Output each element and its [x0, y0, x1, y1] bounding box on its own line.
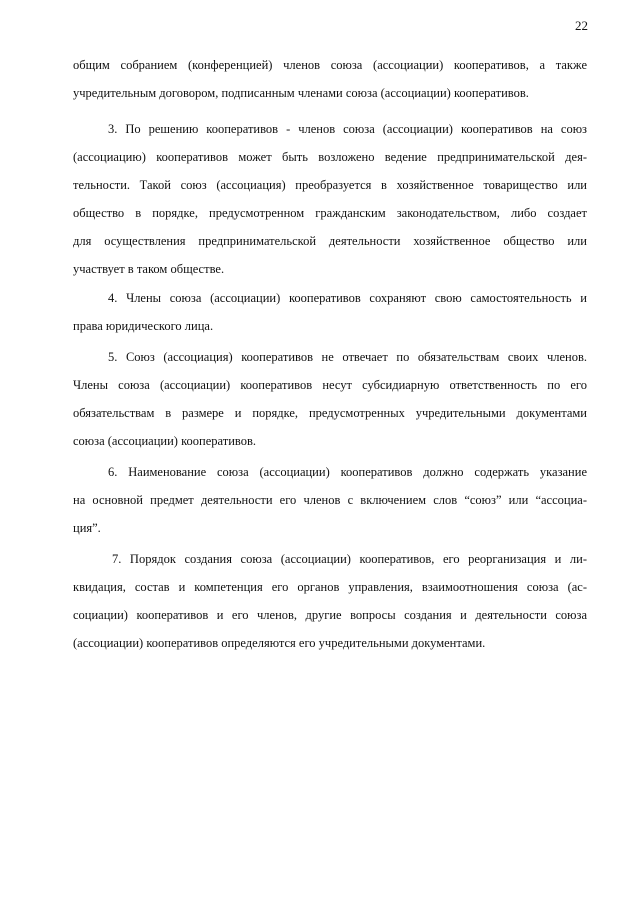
text-line: Члены союза (ассоциации) кооперативов несут субсидиарную ответственность по его	[73, 378, 587, 392]
text-line: 7. Порядок создания союза (ассоциации) кооперативов, его реорганизация и ли-	[112, 552, 587, 566]
text-line: союза (ассоциации) кооперативов.	[73, 434, 256, 448]
text-line: обязательствам в размере и порядке, предусмотренных учредительными документами	[73, 406, 587, 420]
text-line: общим собранием (конференцией) членов союза (ассоциации) кооперативов, а также	[73, 58, 587, 72]
text-line: (ассоциацию) кооперативов может быть возложено ведение предпринимательской дея-	[73, 150, 587, 164]
text-line: ция”.	[73, 521, 101, 535]
text-line: права юридического лица.	[73, 319, 214, 333]
page-number: 22	[575, 18, 588, 33]
text-line: 6. Наименование союза (ассоциации) кооперативов должно содержать указание	[108, 465, 587, 479]
text-line: 3. По решению кооперативов - членов союза (ассоциации) кооперативов на союз	[108, 122, 587, 136]
text-line: участвует в таком обществе.	[73, 262, 225, 276]
text-line: для осуществления предпринимательской деятельности хозяйственное общество или	[73, 234, 587, 248]
text-line: учредительным договором, подписанным членами союза (ассоциации) кооперативов.	[73, 86, 529, 100]
text-line: социации) кооперативов и его членов, другие вопросы создания и деятельности союза	[73, 608, 587, 622]
text-line: 4. Члены союза (ассоциации) кооперативов сохраняют свою самостоятельность и	[108, 291, 587, 305]
text-line: 5. Союз (ассоциация) кооперативов не отвечает по обязательствам своих членов.	[108, 350, 587, 364]
text-line: квидация, состав и компетенция его органов управления, взаимоотношения союза (ас-	[73, 580, 587, 594]
text-line: на основной предмет деятельности его членов с включением слов “союз” или “ассоциа-	[73, 493, 587, 507]
text-line: (ассоциации) кооперативов определяются его учредительными документами.	[73, 636, 486, 650]
text-line: общество в порядке, предусмотренном гражданским законодательством, либо создает	[73, 206, 587, 220]
text-line: тельности. Такой союз (ассоциация) преобразуется в хозяйственное товарищество или	[73, 178, 587, 192]
